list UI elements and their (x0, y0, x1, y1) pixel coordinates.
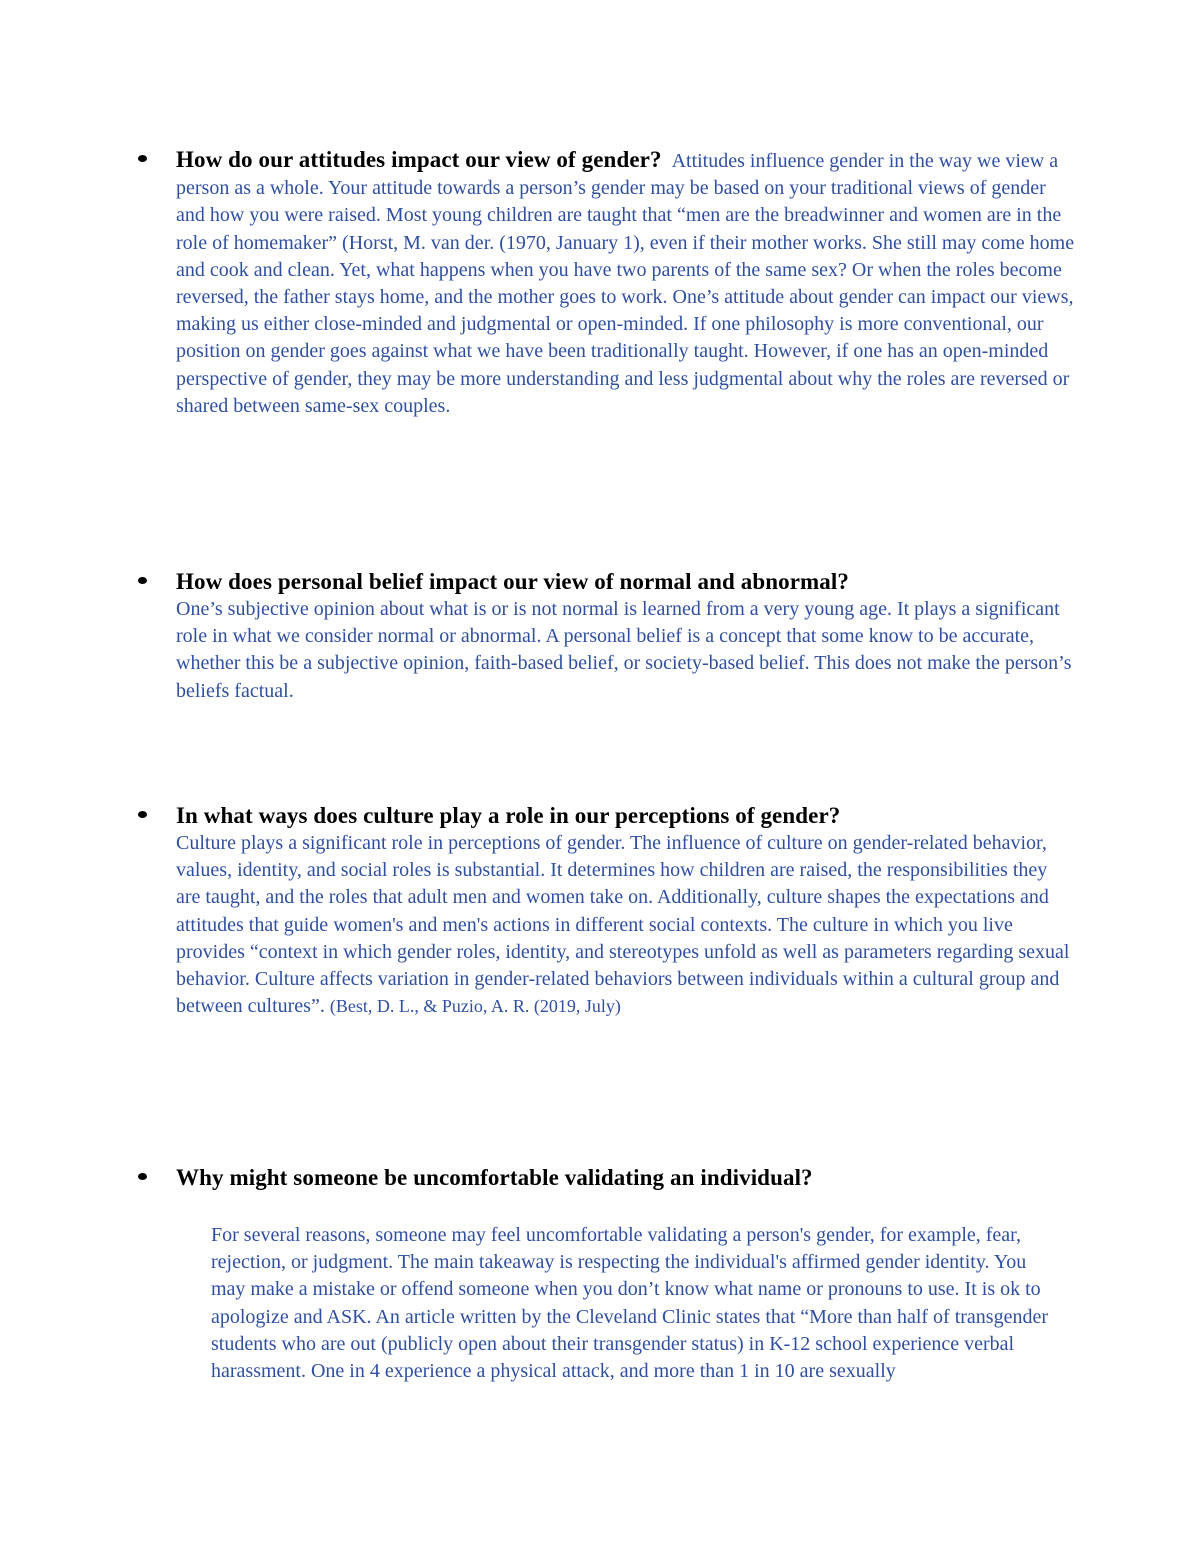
citation-text: (Horst, M. van der. (1970, January 1) (342, 231, 640, 254)
answer-text-continued: , even if their mother works. She still may come home and cook and clean. Yet, what happens when you have two parents of the same sex? Or when the roles become reversed, the father stays home, and the mother goes to work. One’s attitude about gender can impact our views, making us either close-minded and judgmental or open-minded. If one philosophy is more conventional, our position on gender goes against what we have been traditionally taught. However, if one has an open-minded perspective of gender, they may be more understanding and less judgmental about why the roles are reversed or shared between same-sex couples. (176, 231, 1075, 417)
qa-block (176, 146, 1076, 420)
qa-item-personal-belief (176, 568, 1076, 705)
answer-text: Attitudes influence gender in the way we view a person as a whole. Your attitude towards a person’s gender may be based on your traditional views of gender and how you were raised. Most young children are taught that “men are the breadwinner and women are in the role of homemaker” (176, 150, 1062, 254)
answer-text: Culture plays a significant role in perceptions of gender. The influence of culture on gender-related behavior, values, identity, and social roles is substantial. It determines how children are raised, the responsibilities they are taught, and the roles that adult men and women take on. Additionally, culture shapes the expectations and attitudes that guide women's and men's actions in different social contexts. The culture in which you live provides “context in which gender roles, identity, and stereotypes unfold as well as parameters regarding sexual behavior. Culture affects variation in gender-related behaviors between individuals within a cultural group and between cultures”. (176, 832, 1070, 1018)
bullet-icon (138, 811, 147, 818)
question-heading: How does personal belief impact our view of normal and abnormal? (176, 569, 849, 594)
answer-text: One’s subjective opinion about what is or is not normal is learned from a very young age. It plays a significant role in what we consider normal or abnormal. A personal belief is a concept that some know to be accurate, whether this be a subjective opinion, faith-based belief, or society-based belief. This does not make the person’s beliefs factual. (176, 598, 1072, 702)
bullet-icon (138, 577, 147, 584)
answer-block (176, 830, 1076, 1020)
qa-item-validation (176, 1164, 1076, 1385)
citation-text: (Best, D. L., & Puzio, A. R. (2019, July) (329, 996, 621, 1017)
bullet-icon (138, 1173, 147, 1180)
qa-item-attitudes (176, 146, 1076, 420)
qa-item-culture (176, 802, 1076, 1020)
question-heading: In what ways does culture play a role in our perceptions of gender? (176, 803, 841, 828)
question-heading: Why might someone be uncomfortable validating an individual? (176, 1165, 813, 1190)
answer-text: For several reasons, someone may feel uncomfortable validating a person's gender, for example, fear, rejection, or judgment. The main takeaway is respecting the individual's affirmed gender identity. You may make a mistake or offend someone when you don’t know what name or pronouns to use. It is ok to apologize and ASK. An article written by the Cleveland Clinic states that “More than half of transgender students who are out (publicly open about their transgender status) in K-12 school experience verbal harassment. One in 4 experience a physical attack, and more than 1 in 10 are sexually (211, 1224, 1048, 1383)
question-heading: How do our attitudes impact our view of gender? (176, 147, 662, 172)
bullet-icon (138, 155, 147, 162)
